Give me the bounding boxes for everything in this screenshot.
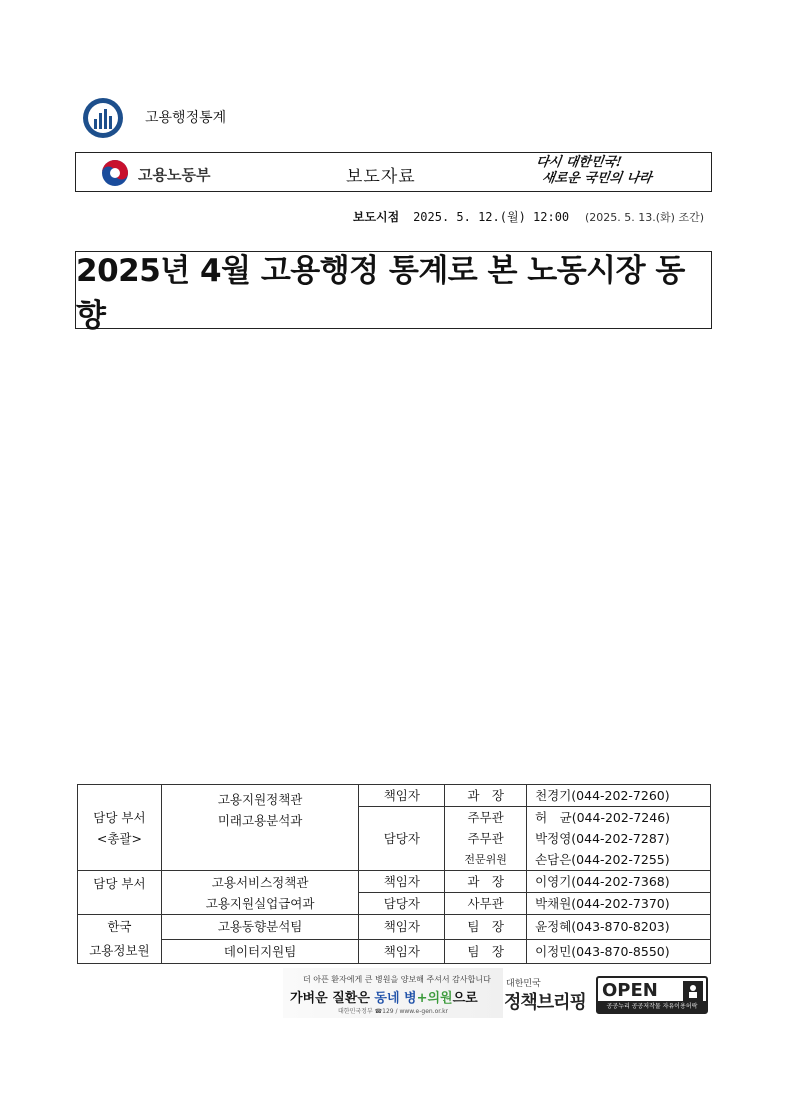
dept-cell — [78, 915, 162, 964]
campaign-main-d: 으로 — [452, 991, 478, 1006]
person-cell: 허 균(044-202-7246) — [527, 807, 711, 829]
role-cell: 책임자 — [359, 915, 445, 940]
stats-category-label: 고용행정통계 — [145, 110, 227, 126]
campaign-main-b: 동네 병 — [374, 991, 417, 1006]
kogl-open-badge — [596, 976, 708, 1014]
position-cell: 주무관 — [445, 828, 527, 849]
release-time-line — [353, 208, 704, 225]
dept-cell: 담당 부서 — [78, 871, 162, 915]
open-license-text: 공공누리 공공저작물 자유이용허락 — [598, 1001, 706, 1012]
org-cell: 고용동향분석팀 — [161, 915, 359, 940]
release-label: 보도시점 — [352, 210, 400, 224]
title-box — [75, 251, 712, 334]
embargo-note: (2025. 5. 13.(화) 조간) — [584, 211, 704, 224]
org-cell — [161, 785, 359, 871]
person-cell: 천경기(044-202-7260) — [527, 785, 711, 807]
position-cell: 과 장 — [445, 785, 527, 807]
role-cell: 담당자 — [359, 893, 445, 915]
policy-briefing-country: 대한민국 — [506, 979, 541, 989]
slogan-line-2: 새로운 국민의 나라 — [541, 171, 653, 186]
page-title: 2025년 4월 고용행정 통계로 본 노동시장 동향 — [76, 253, 685, 334]
role-cell: 책임자 — [359, 785, 445, 807]
campaign-main-a: 가벼운 질환은 — [290, 991, 375, 1006]
dept-label: 한국 — [107, 919, 132, 934]
person-cell: 윤정혜(043-870-8203) — [527, 915, 711, 940]
person-cell: 이영기(044-202-7368) — [527, 871, 711, 893]
open-word: OPEN — [602, 980, 658, 1001]
org-sub-label: 고용지원실업급여과 — [205, 895, 315, 911]
campaign-main-text — [290, 987, 478, 1006]
position-cell: 과 장 — [445, 871, 527, 893]
role-cell: 책임자 — [359, 871, 445, 893]
table-row — [78, 915, 711, 940]
person-cell: 박정영(044-202-7287) — [527, 828, 711, 849]
org-label: 고용지원정책관 — [217, 792, 303, 807]
org-cell — [161, 871, 359, 915]
position-cell: 전문위원 — [445, 849, 527, 871]
footer-banner — [148, 968, 708, 1018]
table-row — [78, 939, 711, 964]
dept-label: 담당 부서 — [93, 809, 146, 825]
campaign-banner — [283, 968, 503, 1018]
position-cell: 팀 장 — [445, 939, 527, 964]
position-cell: 팀 장 — [445, 915, 527, 940]
person-cell: 박채원(044-202-7370) — [527, 893, 711, 915]
government-taegeuk-logo-icon — [100, 158, 130, 188]
press-header — [75, 152, 712, 192]
campaign-footer-text: 대한민국정부 ☎129 / www.e-gen.or.kr — [338, 1008, 449, 1015]
role-cell: 담당자 — [359, 807, 445, 871]
dept-cell — [78, 785, 162, 871]
document-type-label: 보도자료 — [346, 167, 416, 187]
employment-statistics-emblem-icon — [82, 97, 124, 139]
org-cell: 데이터지원팀 — [161, 939, 359, 964]
campaign-top-text: 더 아픈 환자에게 큰 병원을 양보해 주셔서 감사합니다 — [303, 975, 491, 984]
ministry-name: 고용노동부 — [138, 166, 211, 184]
release-time: 2025. 5. 12.(월) 12:00 — [413, 210, 570, 224]
dept-sub-label: 고용정보원 — [89, 943, 150, 958]
person-cell: 손담은(044-202-7255) — [527, 849, 711, 871]
contact-table — [77, 784, 711, 964]
campaign-main-c: +의원 — [416, 991, 453, 1006]
org-label: 고용서비스정책관 — [211, 874, 309, 890]
position-cell: 주무관 — [445, 807, 527, 829]
position-cell: 사무관 — [445, 893, 527, 915]
dept-sub-label: <총괄> — [96, 830, 142, 846]
table-row — [78, 871, 711, 893]
role-cell: 책임자 — [359, 939, 445, 964]
government-slogan — [536, 155, 701, 191]
slogan-line-1: 다시 대한민국! — [535, 155, 623, 170]
person-cell: 이정민(043-870-8550) — [527, 939, 711, 964]
org-sub-label: 미래고용분석과 — [217, 813, 303, 828]
policy-briefing-logo: 정책브리핑 — [504, 992, 586, 1013]
attribution-person-icon — [683, 981, 703, 1001]
table-row — [78, 785, 711, 807]
